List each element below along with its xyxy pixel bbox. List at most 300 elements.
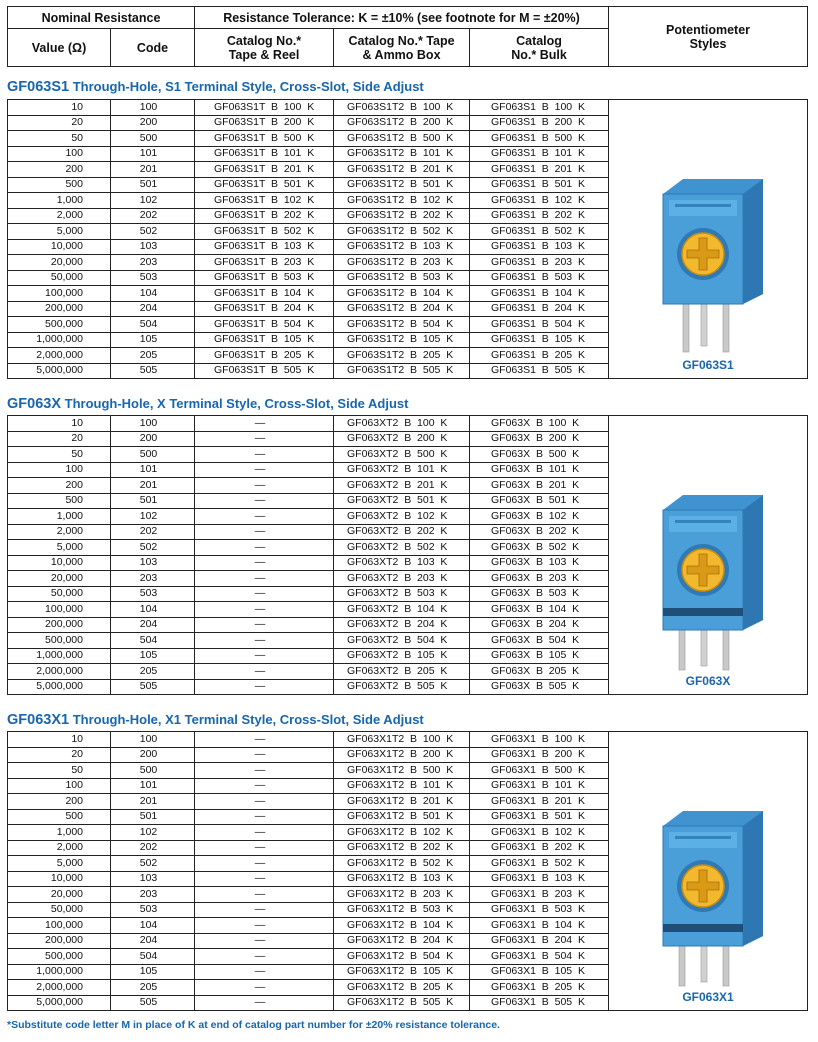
tape-reel-cell: — — [195, 856, 334, 872]
bulk-cell: GF063X B 204 K — [470, 617, 609, 633]
section-description: Through-Hole, X1 Terminal Style, Cross-Slot, Side Adjust — [72, 712, 424, 727]
bulk-cell: GF063S1 B 203 K — [470, 255, 609, 271]
code-cell: 104 — [111, 602, 195, 618]
code-cell: 102 — [111, 193, 195, 209]
table-row — [8, 732, 808, 748]
bulk-heading: Catalog No.* Bulk — [470, 29, 609, 67]
tape-reel-cell: — — [195, 732, 334, 748]
value-cell: 200 — [8, 478, 111, 494]
bulk-cell: GF063X B 104 K — [470, 602, 609, 618]
tape-reel-cell: — — [195, 778, 334, 794]
code-cell: 203 — [111, 887, 195, 903]
section-title-x1 — [7, 712, 424, 728]
style-image-cell — [609, 416, 808, 695]
tape-reel-cell: — — [195, 540, 334, 556]
tape-reel-cell: GF063S1T B 105 K — [195, 332, 334, 348]
value-cell: 500 — [8, 809, 111, 825]
code-cell: 103 — [111, 239, 195, 255]
bulk-cell: GF063X1 B 105 K — [470, 964, 609, 980]
tape-ammo-cell: GF063S1T2 B 105 K — [334, 332, 470, 348]
code-cell: 201 — [111, 478, 195, 494]
tape-ammo-cell: GF063X1T2 B 104 K — [334, 918, 470, 934]
tape-ammo-cell: GF063XT2 B 102 K — [334, 509, 470, 525]
tape-ammo-cell: GF063X1T2 B 102 K — [334, 825, 470, 841]
bulk-cell: GF063X B 503 K — [470, 586, 609, 602]
tape-reel-cell: — — [195, 462, 334, 478]
bulk-cell: GF063S1 B 500 K — [470, 131, 609, 147]
code-cell: 201 — [111, 162, 195, 178]
bulk-cell: GF063X B 505 K — [470, 679, 609, 695]
bulk-cell: GF063S1 B 201 K — [470, 162, 609, 178]
tape-ammo-cell: GF063X1T2 B 504 K — [334, 949, 470, 965]
table-row — [8, 416, 808, 432]
value-cell: 20 — [8, 747, 111, 763]
value-cell: 1,000 — [8, 509, 111, 525]
value-cell: 100 — [8, 778, 111, 794]
tape-reel-cell: GF063S1T B 501 K — [195, 177, 334, 193]
section-title-x — [7, 396, 408, 412]
tape-reel-cell: GF063S1T B 203 K — [195, 255, 334, 271]
tape-ammo-cell: GF063XT2 B 105 K — [334, 648, 470, 664]
code-cell: 502 — [111, 540, 195, 556]
tape-ammo-cell: GF063S1T2 B 503 K — [334, 270, 470, 286]
tape-ammo-cell: GF063X1T2 B 502 K — [334, 856, 470, 872]
section-description: Through-Hole, X Terminal Style, Cross-Slot, Side Adjust — [64, 396, 409, 411]
style-image-cell — [609, 100, 808, 379]
bulk-cell: GF063S1 B 104 K — [470, 286, 609, 302]
tape-reel-cell: — — [195, 995, 334, 1011]
tape-reel-cell: GF063S1T B 503 K — [195, 270, 334, 286]
value-cell: 50,000 — [8, 586, 111, 602]
bulk-cell: GF063X1 B 501 K — [470, 809, 609, 825]
value-cell: 200 — [8, 162, 111, 178]
code-cell: 500 — [111, 763, 195, 779]
value-cell: 50,000 — [8, 270, 111, 286]
tape-ammo-cell: GF063X1T2 B 101 K — [334, 778, 470, 794]
bulk-cell: GF063X B 504 K — [470, 633, 609, 649]
code-cell: 505 — [111, 679, 195, 695]
rows-body — [8, 416, 808, 695]
tape-ammo-cell: GF063X1T2 B 204 K — [334, 933, 470, 949]
section-table-x1 — [7, 731, 808, 1011]
tape-ammo-cell: GF063XT2 B 501 K — [334, 493, 470, 509]
tape-reel-cell: — — [195, 809, 334, 825]
tape-ammo-cell: GF063S1T2 B 502 K — [334, 224, 470, 240]
tape-ammo-cell: GF063XT2 B 500 K — [334, 447, 470, 463]
value-cell: 1,000,000 — [8, 964, 111, 980]
tape-ammo-cell: GF063X1T2 B 205 K — [334, 980, 470, 996]
value-cell: 1,000,000 — [8, 332, 111, 348]
tape-reel-cell: GF063S1T B 204 K — [195, 301, 334, 317]
bulk-cell: GF063S1 B 202 K — [470, 208, 609, 224]
value-cell: 20 — [8, 431, 111, 447]
bulk-cell: GF063S1 B 505 K — [470, 363, 609, 379]
style-label: GF063S1 — [682, 358, 734, 372]
tape-reel-cell: GF063S1T B 200 K — [195, 115, 334, 131]
value-cell: 10,000 — [8, 555, 111, 571]
bulk-cell: GF063X1 B 505 K — [470, 995, 609, 1011]
bulk-cell: GF063S1 B 204 K — [470, 301, 609, 317]
code-cell: 200 — [111, 431, 195, 447]
tape-ammo-cell: GF063XT2 B 202 K — [334, 524, 470, 540]
section-model: GF063S1 — [7, 79, 70, 95]
value-cell: 500 — [8, 177, 111, 193]
value-cell: 500,000 — [8, 317, 111, 333]
tape-ammo-cell: GF063X1T2 B 500 K — [334, 763, 470, 779]
tape-reel-cell: GF063S1T B 502 K — [195, 224, 334, 240]
bulk-cell: GF063X1 B 101 K — [470, 778, 609, 794]
style-image-cell — [609, 732, 808, 1011]
tape-reel-cell: GF063S1T B 205 K — [195, 348, 334, 364]
bulk-cell: GF063X B 205 K — [470, 664, 609, 680]
value-cell: 2,000,000 — [8, 980, 111, 996]
code-cell: 202 — [111, 524, 195, 540]
value-cell: 10,000 — [8, 871, 111, 887]
value-cell: 2,000 — [8, 840, 111, 856]
tape-ammo-cell: GF063X1T2 B 501 K — [334, 809, 470, 825]
value-cell: 10 — [8, 732, 111, 748]
tape-reel-cell: GF063S1T B 102 K — [195, 193, 334, 209]
bulk-cell: GF063X B 105 K — [470, 648, 609, 664]
bulk-cell: GF063X B 100 K — [470, 416, 609, 432]
tape-ammo-cell: GF063XT2 B 201 K — [334, 478, 470, 494]
table-row — [8, 100, 808, 116]
tape-reel-cell: — — [195, 871, 334, 887]
tape-reel-cell: — — [195, 493, 334, 509]
bulk-cell: GF063S1 B 102 K — [470, 193, 609, 209]
bulk-cell: GF063X1 B 100 K — [470, 732, 609, 748]
bulk-cell: GF063S1 B 504 K — [470, 317, 609, 333]
value-cell: 100,000 — [8, 602, 111, 618]
value-cell: 100 — [8, 462, 111, 478]
tape-reel-cell: GF063S1T B 505 K — [195, 363, 334, 379]
code-cell: 503 — [111, 902, 195, 918]
tape-ammo-cell: GF063XT2 B 205 K — [334, 664, 470, 680]
value-cell: 200,000 — [8, 617, 111, 633]
tape-ammo-heading: Catalog No.* Tape & Ammo Box — [334, 29, 470, 67]
tape-reel-cell: — — [195, 902, 334, 918]
tape-ammo-cell: GF063X1T2 B 201 K — [334, 794, 470, 810]
value-cell: 1,000,000 — [8, 648, 111, 664]
section-table-x — [7, 415, 808, 695]
value-cell: 20,000 — [8, 571, 111, 587]
tape-reel-heading: Catalog No.* Tape & Reel — [195, 29, 334, 67]
code-cell: 505 — [111, 995, 195, 1011]
tape-reel-cell: — — [195, 825, 334, 841]
tape-reel-cell: GF063S1T B 201 K — [195, 162, 334, 178]
tape-reel-cell: — — [195, 980, 334, 996]
value-cell: 200 — [8, 794, 111, 810]
value-cell: 50 — [8, 763, 111, 779]
tape-ammo-cell: GF063S1T2 B 504 K — [334, 317, 470, 333]
bulk-cell: GF063S1 B 503 K — [470, 270, 609, 286]
code-cell: 205 — [111, 980, 195, 996]
value-cell: 500 — [8, 493, 111, 509]
bulk-cell: GF063X B 200 K — [470, 431, 609, 447]
value-cell: 10 — [8, 100, 111, 116]
code-cell: 503 — [111, 586, 195, 602]
tape-ammo-cell: GF063S1T2 B 501 K — [334, 177, 470, 193]
tape-reel-cell: — — [195, 679, 334, 695]
code-cell: 202 — [111, 208, 195, 224]
tape-reel-cell: — — [195, 648, 334, 664]
tape-ammo-cell: GF063X1T2 B 202 K — [334, 840, 470, 856]
tape-reel-cell: GF063S1T B 100 K — [195, 100, 334, 116]
tape-ammo-cell: GF063S1T2 B 204 K — [334, 301, 470, 317]
tape-ammo-cell: GF063XT2 B 204 K — [334, 617, 470, 633]
tape-ammo-cell: GF063XT2 B 505 K — [334, 679, 470, 695]
code-cell: 102 — [111, 509, 195, 525]
bulk-cell: GF063X1 B 104 K — [470, 918, 609, 934]
tape-reel-cell: — — [195, 840, 334, 856]
code-cell: 500 — [111, 447, 195, 463]
tape-reel-cell: — — [195, 509, 334, 525]
tape-reel-cell: — — [195, 949, 334, 965]
code-cell: 504 — [111, 633, 195, 649]
value-cell: 2,000,000 — [8, 348, 111, 364]
value-cell: 5,000,000 — [8, 995, 111, 1011]
bulk-cell: GF063X1 B 202 K — [470, 840, 609, 856]
code-cell: 204 — [111, 933, 195, 949]
tape-ammo-cell: GF063X1T2 B 505 K — [334, 995, 470, 1011]
bulk-cell: GF063S1 B 105 K — [470, 332, 609, 348]
bulk-cell: GF063S1 B 200 K — [470, 115, 609, 131]
tape-reel-cell: GF063S1T B 103 K — [195, 239, 334, 255]
code-cell: 200 — [111, 747, 195, 763]
bulk-cell: GF063X B 202 K — [470, 524, 609, 540]
tape-ammo-cell: GF063XT2 B 504 K — [334, 633, 470, 649]
bulk-cell: GF063S1 B 103 K — [470, 239, 609, 255]
bulk-cell: GF063X B 203 K — [470, 571, 609, 587]
code-cell: 101 — [111, 778, 195, 794]
bulk-cell: GF063S1 B 101 K — [470, 146, 609, 162]
code-cell: 101 — [111, 462, 195, 478]
bulk-cell: GF063S1 B 502 K — [470, 224, 609, 240]
tape-reel-cell: — — [195, 524, 334, 540]
tape-ammo-cell: GF063X1T2 B 103 K — [334, 871, 470, 887]
tape-ammo-cell: GF063XT2 B 203 K — [334, 571, 470, 587]
style-label: GF063X1 — [682, 990, 734, 1004]
code-cell: 505 — [111, 363, 195, 379]
value-cell: 500,000 — [8, 949, 111, 965]
tape-reel-cell: — — [195, 664, 334, 680]
bulk-cell: GF063X B 201 K — [470, 478, 609, 494]
code-cell: 205 — [111, 348, 195, 364]
tape-ammo-cell: GF063S1T2 B 201 K — [334, 162, 470, 178]
tape-ammo-cell: GF063S1T2 B 500 K — [334, 131, 470, 147]
section-table-s1 — [7, 99, 808, 379]
value-cell: 2,000 — [8, 208, 111, 224]
potentiometer-image — [609, 154, 807, 359]
section-model: GF063X1 — [7, 712, 70, 728]
tape-reel-cell: — — [195, 887, 334, 903]
value-cell: 100,000 — [8, 918, 111, 934]
tape-reel-cell: — — [195, 602, 334, 618]
tape-reel-cell: — — [195, 555, 334, 571]
tape-reel-cell: — — [195, 586, 334, 602]
tape-reel-cell: — — [195, 416, 334, 432]
tape-reel-cell: — — [195, 763, 334, 779]
tape-ammo-cell: GF063XT2 B 101 K — [334, 462, 470, 478]
value-heading: Value (Ω) — [8, 29, 111, 67]
code-cell: 502 — [111, 856, 195, 872]
code-cell: 103 — [111, 871, 195, 887]
bulk-cell: GF063X1 B 205 K — [470, 980, 609, 996]
code-cell: 504 — [111, 949, 195, 965]
bulk-cell: GF063X B 501 K — [470, 493, 609, 509]
tape-ammo-cell: GF063S1T2 B 100 K — [334, 100, 470, 116]
tape-reel-cell: — — [195, 747, 334, 763]
tape-reel-cell: — — [195, 447, 334, 463]
tape-ammo-cell: GF063XT2 B 103 K — [334, 555, 470, 571]
tape-ammo-cell: GF063S1T2 B 101 K — [334, 146, 470, 162]
bulk-cell: GF063X1 B 500 K — [470, 763, 609, 779]
value-cell: 20,000 — [8, 887, 111, 903]
code-cell: 101 — [111, 146, 195, 162]
tape-ammo-cell: GF063XT2 B 100 K — [334, 416, 470, 432]
bulk-cell: GF063X1 B 203 K — [470, 887, 609, 903]
code-cell: 204 — [111, 617, 195, 633]
value-cell: 20 — [8, 115, 111, 131]
code-cell: 205 — [111, 664, 195, 680]
code-cell: 203 — [111, 571, 195, 587]
bulk-cell: GF063S1 B 501 K — [470, 177, 609, 193]
value-cell: 20,000 — [8, 255, 111, 271]
tape-reel-cell: — — [195, 794, 334, 810]
footnote: *Substitute code letter M in place of K at end of catalog part number for ±20% resistance tolerance. — [7, 1019, 500, 1031]
tape-ammo-cell: GF063S1T2 B 102 K — [334, 193, 470, 209]
tape-reel-cell: GF063S1T B 504 K — [195, 317, 334, 333]
tape-reel-cell: — — [195, 918, 334, 934]
tape-ammo-cell: GF063X1T2 B 200 K — [334, 747, 470, 763]
value-cell: 50 — [8, 131, 111, 147]
tape-ammo-cell: GF063XT2 B 503 K — [334, 586, 470, 602]
tape-ammo-cell: GF063S1T2 B 505 K — [334, 363, 470, 379]
bulk-cell: GF063X1 B 201 K — [470, 794, 609, 810]
section-title-s1 — [7, 79, 424, 95]
value-cell: 5,000 — [8, 540, 111, 556]
tape-reel-cell: — — [195, 617, 334, 633]
value-cell: 2,000 — [8, 524, 111, 540]
tape-ammo-cell: GF063S1T2 B 200 K — [334, 115, 470, 131]
value-cell: 10 — [8, 416, 111, 432]
bulk-cell: GF063X1 B 503 K — [470, 902, 609, 918]
potentiometer-styles-heading: Potentiometer Styles — [609, 7, 808, 67]
value-cell: 500,000 — [8, 633, 111, 649]
value-cell: 2,000,000 — [8, 664, 111, 680]
tape-reel-cell: GF063S1T B 104 K — [195, 286, 334, 302]
tape-reel-cell: — — [195, 933, 334, 949]
value-cell: 5,000,000 — [8, 679, 111, 695]
code-cell: 203 — [111, 255, 195, 271]
bulk-cell: GF063S1 B 205 K — [470, 348, 609, 364]
bulk-cell: GF063S1 B 100 K — [470, 100, 609, 116]
tape-reel-cell: GF063S1T B 202 K — [195, 208, 334, 224]
rows-body — [8, 732, 808, 1011]
style-label: GF063X — [685, 674, 731, 688]
tape-ammo-cell: GF063S1T2 B 203 K — [334, 255, 470, 271]
tape-reel-cell: — — [195, 571, 334, 587]
code-cell: 501 — [111, 493, 195, 509]
code-cell: 100 — [111, 416, 195, 432]
header-table — [7, 6, 808, 67]
tape-ammo-cell: GF063S1T2 B 205 K — [334, 348, 470, 364]
code-cell: 102 — [111, 825, 195, 841]
tape-ammo-cell: GF063XT2 B 200 K — [334, 431, 470, 447]
value-cell: 100,000 — [8, 286, 111, 302]
code-cell: 100 — [111, 100, 195, 116]
tape-reel-cell: — — [195, 478, 334, 494]
bulk-cell: GF063X1 B 504 K — [470, 949, 609, 965]
bulk-cell: GF063X B 103 K — [470, 555, 609, 571]
tape-ammo-cell: GF063X1T2 B 503 K — [334, 902, 470, 918]
bulk-cell: GF063X1 B 204 K — [470, 933, 609, 949]
code-cell: 204 — [111, 301, 195, 317]
tape-reel-cell: GF063S1T B 500 K — [195, 131, 334, 147]
tape-ammo-cell: GF063X1T2 B 100 K — [334, 732, 470, 748]
value-cell: 200,000 — [8, 301, 111, 317]
code-cell: 105 — [111, 648, 195, 664]
bulk-cell: GF063X1 B 102 K — [470, 825, 609, 841]
tape-ammo-cell: GF063X1T2 B 203 K — [334, 887, 470, 903]
code-cell: 105 — [111, 964, 195, 980]
code-cell: 104 — [111, 918, 195, 934]
tape-reel-cell: GF063S1T B 101 K — [195, 146, 334, 162]
value-cell: 5,000 — [8, 856, 111, 872]
bulk-cell: GF063X1 B 502 K — [470, 856, 609, 872]
code-cell: 500 — [111, 131, 195, 147]
tape-ammo-cell: GF063S1T2 B 202 K — [334, 208, 470, 224]
tape-ammo-cell: GF063X1T2 B 105 K — [334, 964, 470, 980]
code-cell: 503 — [111, 270, 195, 286]
tolerance-heading: Resistance Tolerance: K = ±10% (see footnote for M = ±20%) — [195, 7, 609, 29]
section-model: GF063X — [7, 396, 61, 412]
tape-ammo-cell: GF063XT2 B 502 K — [334, 540, 470, 556]
tape-ammo-cell: GF063S1T2 B 104 K — [334, 286, 470, 302]
code-cell: 103 — [111, 555, 195, 571]
tape-reel-cell: — — [195, 964, 334, 980]
bulk-cell: GF063X1 B 103 K — [470, 871, 609, 887]
bulk-cell: GF063X B 102 K — [470, 509, 609, 525]
value-cell: 10,000 — [8, 239, 111, 255]
value-cell: 50,000 — [8, 902, 111, 918]
code-cell: 200 — [111, 115, 195, 131]
value-cell: 1,000 — [8, 193, 111, 209]
tape-ammo-cell: GF063XT2 B 104 K — [334, 602, 470, 618]
value-cell: 50 — [8, 447, 111, 463]
code-cell: 104 — [111, 286, 195, 302]
bulk-cell: GF063X B 502 K — [470, 540, 609, 556]
potentiometer-image — [609, 786, 807, 991]
tape-reel-cell: — — [195, 633, 334, 649]
section-description: Through-Hole, S1 Terminal Style, Cross-Slot, Side Adjust — [72, 79, 424, 94]
tape-ammo-cell: GF063S1T2 B 103 K — [334, 239, 470, 255]
value-cell: 5,000 — [8, 224, 111, 240]
code-cell: 501 — [111, 809, 195, 825]
code-cell: 501 — [111, 177, 195, 193]
value-cell: 100 — [8, 146, 111, 162]
rows-body — [8, 100, 808, 379]
bulk-cell: GF063X B 500 K — [470, 447, 609, 463]
code-cell: 202 — [111, 840, 195, 856]
code-cell: 105 — [111, 332, 195, 348]
value-cell: 200,000 — [8, 933, 111, 949]
value-cell: 5,000,000 — [8, 363, 111, 379]
code-cell: 201 — [111, 794, 195, 810]
bulk-cell: GF063X1 B 200 K — [470, 747, 609, 763]
bulk-cell: GF063X B 101 K — [470, 462, 609, 478]
tape-reel-cell: — — [195, 431, 334, 447]
